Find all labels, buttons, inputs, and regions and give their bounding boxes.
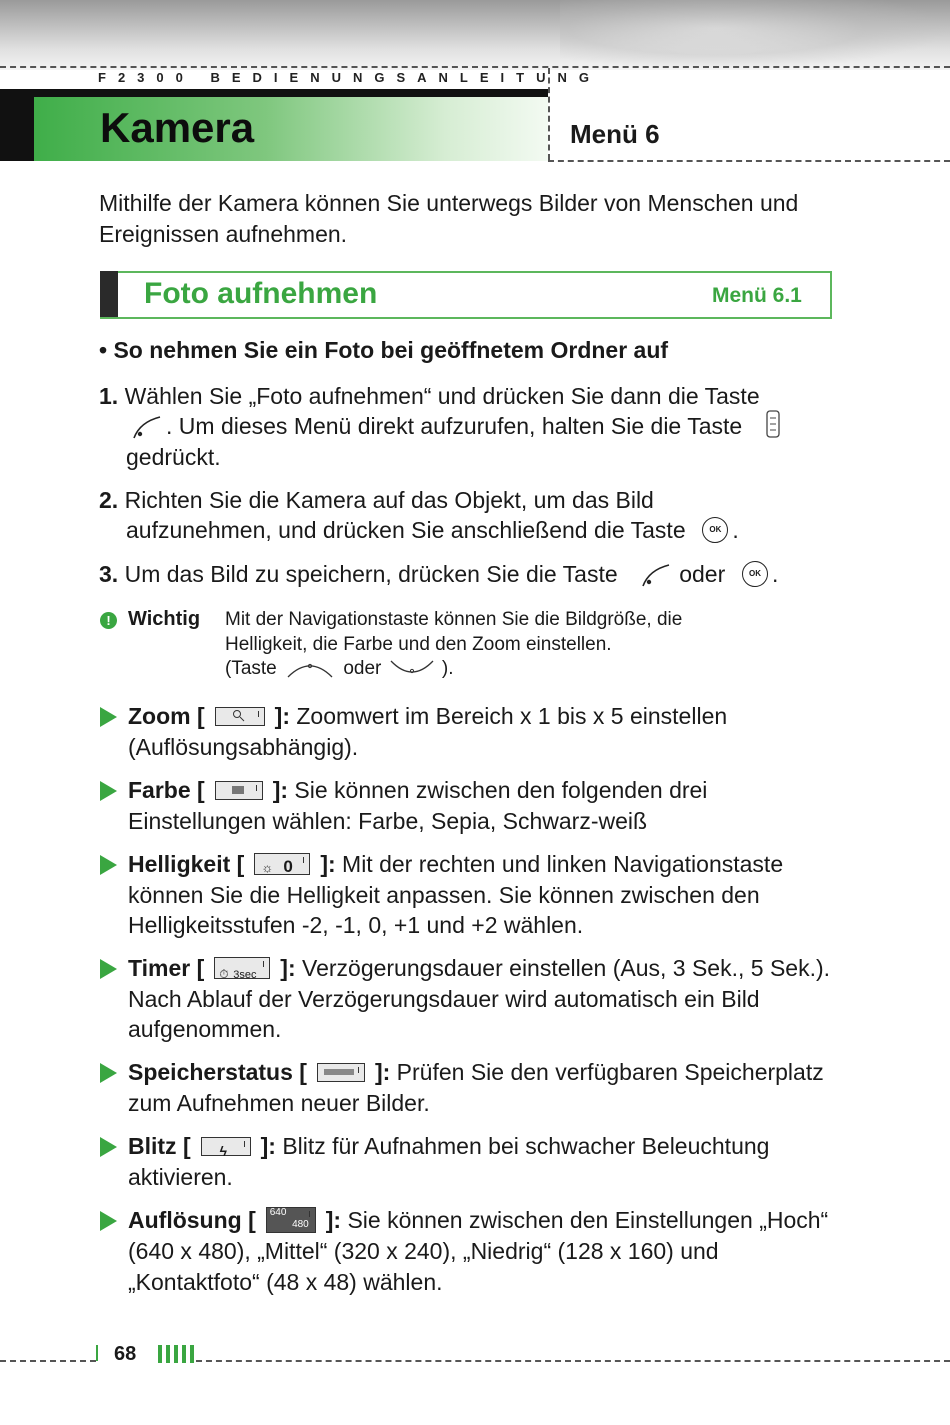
feature-name: Timer [ xyxy=(128,955,205,981)
feature-name: Zoom [ xyxy=(128,703,205,729)
feature-close: ]: xyxy=(260,1133,276,1159)
feature-resolution xyxy=(100,1205,840,1297)
important-text: ). xyxy=(441,658,454,679)
title-bar-top xyxy=(0,89,548,97)
feature-close: ]: xyxy=(280,955,296,981)
intro-text: Mithilfe der Kamera können Sie unterwegs Bilder von Menschen und Ereignissen aufnehmen. xyxy=(99,190,799,247)
arrow-bullet-icon xyxy=(100,707,117,727)
arrow-bullet-icon xyxy=(100,959,117,979)
color-icon xyxy=(215,781,263,800)
feature-text: Sie können zwischen den Einstellungen „Hoch“ (640 x 480), „Mittel“ (320 x 240), „Niedrig“ (128 x 160) und „Kontaktfoto“ (48 x 48) wählen. xyxy=(128,1207,829,1295)
feature-timer xyxy=(100,953,840,1045)
feature-zoom xyxy=(100,701,840,762)
important-text: Mit der Navigationstaste können Sie die Bildgröße, die xyxy=(225,609,683,630)
feature-name: Helligkeit [ xyxy=(128,851,245,877)
step-number: 1. xyxy=(99,383,119,409)
step-text: Wählen Sie „Foto aufnehmen“ und drücken Sie dann die Taste xyxy=(124,383,760,409)
feature-close: ]: xyxy=(320,851,336,877)
footer-bars xyxy=(158,1345,194,1363)
feature-text: Verzögerungsdauer einstellen (Aus, 3 Sek., 5 Sek.). Nach Ablauf der Verzögerungsdauer wird automatisch ein Bild aufgenommen. xyxy=(128,955,831,1042)
feature-close: ]: xyxy=(272,777,289,803)
left-soft-key-icon xyxy=(637,562,673,590)
flash-icon: ϟ xyxy=(201,1137,251,1156)
feature-flash xyxy=(100,1131,840,1192)
ok-key-icon: OK xyxy=(702,517,728,543)
feature-name: Farbe [ xyxy=(128,777,205,803)
chapter-menu-number: Menü 6 xyxy=(570,119,660,149)
step-text: Richten Sie die Kamera auf das Objekt, um das Bild xyxy=(124,487,654,513)
nav-down-key-icon xyxy=(387,659,437,679)
feature-close: ]: xyxy=(274,703,290,729)
phone-image xyxy=(560,0,950,70)
important-text: Helligkeit, die Farbe und den Zoom einstellen. xyxy=(225,633,612,655)
left-soft-key-icon xyxy=(126,414,166,442)
nav-up-key-icon xyxy=(282,659,338,679)
feature-name: Auflösung [ xyxy=(128,1207,256,1233)
step-number: 3. xyxy=(99,561,119,587)
procedure-heading: • So nehmen Sie ein Foto bei geöffnetem Ordner auf xyxy=(99,337,669,363)
feature-name: Speicherstatus [ xyxy=(128,1059,307,1085)
footer-divider-left xyxy=(0,1360,96,1362)
brightness-value: 0 xyxy=(283,857,293,877)
step-number: 2. xyxy=(99,487,119,513)
section-menu-number: Menü 6.1 xyxy=(712,284,802,307)
important-text: oder xyxy=(343,658,382,679)
chapter-title: Kamera xyxy=(100,104,255,151)
step-text: aufzunehmen, und drücken Sie anschließend die Taste xyxy=(126,517,686,543)
feature-memory xyxy=(100,1057,840,1118)
brightness-icon: ☼ 0 xyxy=(254,853,310,875)
step-2 xyxy=(99,485,819,547)
arrow-bullet-icon xyxy=(100,1137,117,1157)
feature-text: Sie können zwischen den folgenden drei Einstellungen wählen: Farbe, Sepia, Schwarz-weiß xyxy=(128,777,708,834)
resolution-width: 640 xyxy=(269,1207,287,1219)
feature-name: Blitz [ xyxy=(128,1133,191,1159)
step-text: . xyxy=(732,517,739,543)
page-number: 68 xyxy=(114,1343,137,1365)
step-3 xyxy=(99,559,819,591)
resolution-icon xyxy=(266,1207,316,1233)
ok-key-icon: OK xyxy=(742,561,768,587)
footer-marker xyxy=(96,1345,98,1361)
section-title: Foto aufnehmen xyxy=(144,277,378,310)
manual-title: F2300 BEDIENUNGSANLEITUNG xyxy=(98,70,601,85)
important-label: Wichtig xyxy=(128,608,201,630)
zoom-icon xyxy=(215,707,265,726)
footer-divider-right xyxy=(196,1360,950,1362)
feature-brightness xyxy=(100,849,840,941)
title-bottom-divider xyxy=(548,160,950,162)
feature-close: ]: xyxy=(325,1207,342,1233)
side-camera-key-icon xyxy=(764,409,782,439)
resolution-height: 480 xyxy=(292,1219,309,1231)
section-header-bar xyxy=(100,271,118,317)
step-text: . xyxy=(772,561,779,587)
feature-color xyxy=(100,775,840,836)
title-vertical-divider xyxy=(548,68,550,160)
step-text: oder xyxy=(679,561,726,587)
arrow-bullet-icon xyxy=(100,855,117,875)
step-text: gedrückt. xyxy=(126,443,221,470)
timer-value: 3sec xyxy=(233,969,257,982)
title-bar-left xyxy=(0,89,34,161)
arrow-bullet-icon xyxy=(100,781,117,801)
step-text: Um das Bild zu speichern, drücken Sie die Taste xyxy=(124,561,618,587)
feature-text: Mit der rechten und linken Navigationstaste können Sie die Helligkeit anpassen. Sie können zwischen den Helligkeitsstufen -2, -1, 0, +1 und +2 wählen. xyxy=(128,851,784,938)
step-1 xyxy=(99,381,819,472)
header-divider xyxy=(0,66,950,68)
timer-icon: ⏱ 3sec xyxy=(214,957,270,979)
feature-text: Zoomwert im Bereich x 1 bis x 5 einstellen (Auflösungsabhängig). xyxy=(128,703,728,760)
step-text: . Um dieses Menü direkt aufzurufen, halten Sie die Taste xyxy=(166,413,743,439)
memory-icon xyxy=(317,1063,365,1082)
arrow-bullet-icon xyxy=(100,1211,117,1231)
feature-text: Blitz für Aufnahmen bei schwacher Beleuchtung aktivieren. xyxy=(128,1133,770,1190)
important-text: (Taste xyxy=(225,658,277,679)
exclamation-icon: ! xyxy=(100,612,117,629)
arrow-bullet-icon xyxy=(100,1063,117,1083)
feature-close: ]: xyxy=(374,1059,391,1085)
feature-text: Prüfen Sie den verfügbaren Speicherplatz zum Aufnehmen neuer Bilder. xyxy=(128,1059,824,1116)
